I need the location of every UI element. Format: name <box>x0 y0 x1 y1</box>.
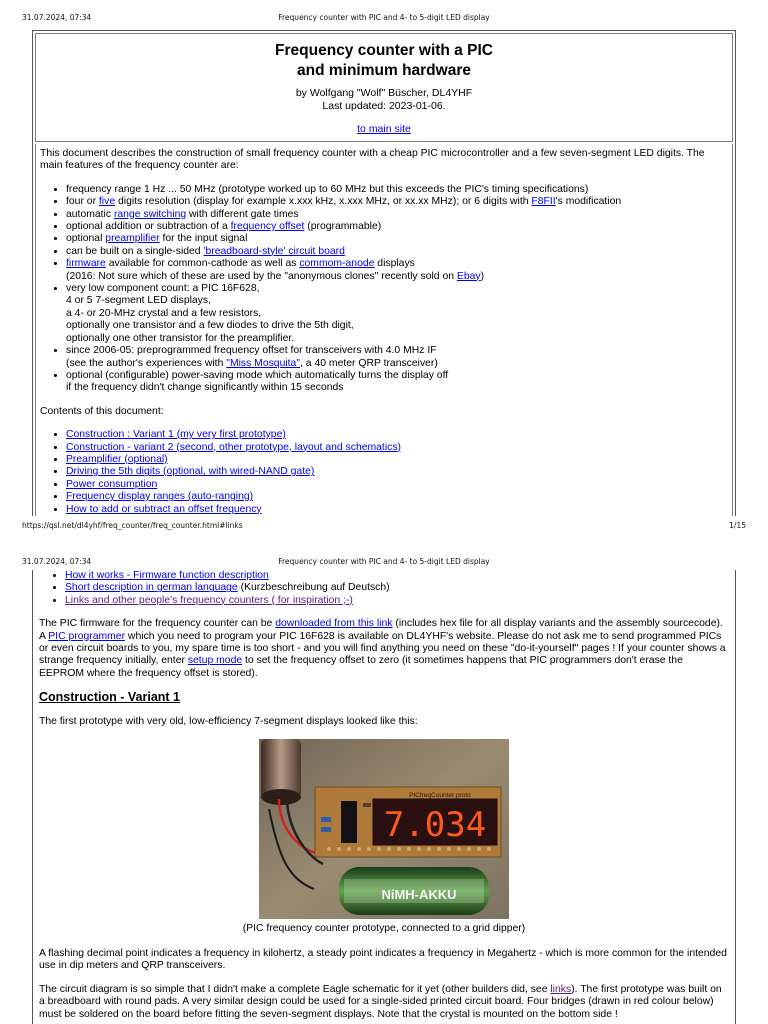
five-digits-link[interactable]: five <box>98 196 116 208</box>
photo-container <box>39 739 729 923</box>
main-content-2 <box>35 570 733 1021</box>
toc-item <box>66 454 728 466</box>
board-label: PICfreqCounter proto <box>409 792 471 800</box>
print-doc-title: Frequency counter with PIC and 4- to 5-digit LED display <box>278 557 490 566</box>
toc-item <box>66 479 728 491</box>
updated-line: Last updated: 2023-01-06. <box>322 100 446 112</box>
contents-label: Contents of this document: <box>40 405 164 417</box>
page-title: Frequency counter with a PIC and minimum hardware <box>275 42 493 79</box>
toc-link-ranges[interactable]: Frequency display ranges (auto-ranging) <box>66 491 254 503</box>
main-content <box>35 144 733 516</box>
print-header <box>0 10 768 24</box>
features-list <box>40 184 728 395</box>
toc-link-preamplifier[interactable]: Preamplifier (optional) <box>66 453 168 465</box>
photo-caption: (PIC frequency counter prototype, connected to a grid dipper) <box>242 923 526 935</box>
document-page-2 <box>32 570 736 1024</box>
battery-label: NiMH-AKKU <box>381 887 457 903</box>
download-link[interactable]: downloaded from this link <box>275 618 393 630</box>
toc-item <box>65 570 729 582</box>
prototype-photo-illustration <box>259 739 509 919</box>
toc-item <box>65 595 729 607</box>
led-digits: 7.034 <box>383 805 487 846</box>
print-datetime: 31.07.2024, 07:34 <box>22 13 92 22</box>
main-site-link[interactable]: to main site <box>357 123 411 135</box>
toc-link-german[interactable]: Short description in german language <box>65 582 238 594</box>
print-doc-title: Frequency counter with PIC and 4- to 5-digit LED display <box>278 13 490 22</box>
author-line: by Wolfgang "Wolf" Büscher, DL4YHF <box>295 87 473 99</box>
setup-mode-link[interactable]: setup mode <box>187 655 243 667</box>
toc-link-power[interactable]: Power consumption <box>66 478 158 490</box>
list-item: • optional (configurable) power-saving mode which automatically turns the display off if the frequency didn't change significantly within 15 seconds <box>66 370 728 395</box>
toc-item <box>66 429 728 441</box>
toc-item <box>66 504 728 516</box>
frequency-offset-link[interactable]: frequency offset <box>230 221 305 233</box>
toc-link-variant-1[interactable]: Construction : Variant 1 (my very first prototype) <box>66 429 286 441</box>
toc-list-continued <box>39 570 729 607</box>
title-box <box>35 33 733 142</box>
ebay-link[interactable]: Ebay <box>456 270 481 282</box>
print-datetime: 31.07.2024, 07:34 <box>22 557 92 566</box>
list-item: • can be built on a single-sided 'breadboard-style' circuit board <box>66 246 728 258</box>
print-url: https://qsl.net/dl4yhf/freq_counter/freq_counter.html#links <box>22 521 243 530</box>
list-item: • automatic range switching with different gate times <box>66 209 728 221</box>
circuit-paragraph: The circuit diagram is so simple that I didn't make a complete Eagle schematic for it yet (other builders did, see links). The first prototype was built on a breadboard with round pads. A very similar design could be used for a single-sided printed circuit board. Four bridges (drawn in red colour below) must be soldered on the board before fitting the seven-segment displays. Note that the crystal is mounted on the bottom side ! <box>39 983 722 1020</box>
toc-item <box>66 466 728 478</box>
toc-link-5th-digit[interactable]: Driving the 5th digits (optional, with wired-NAND gate) <box>66 466 315 478</box>
list-item: • since 2006-05: preprogrammed frequency offset for transceivers with 4.0 MHz IF (see the author's experiences with "Miss Mosquita", a 40 meter QRP transceiver) <box>66 345 728 370</box>
section-heading-variant-1: Construction - Variant 1 <box>39 690 180 705</box>
list-item: • optional addition or subtraction of a frequency offset (programmable) <box>66 221 728 233</box>
toc-link-links[interactable]: Links and other people's frequency counters ( for inspiration ;-) <box>65 594 353 606</box>
range-switching-link[interactable]: range switching <box>113 208 187 220</box>
print-header-2 <box>0 554 768 568</box>
toc-link-how-it-works[interactable]: How it works - Firmware function description <box>65 570 269 581</box>
links-link[interactable]: links <box>550 983 572 995</box>
list-item: • frequency range 1 Hz ... 50 MHz (prototype worked up to 60 MHz but this exceeds the PIC's timing specifications) <box>66 184 728 196</box>
toc-link-variant-2[interactable]: Construction - variant 2 (second, other prototype, layout and schematics) <box>66 441 401 453</box>
print-footer <box>0 521 768 533</box>
toc-list <box>40 429 728 516</box>
breadboard-link[interactable]: 'breadboard-style' circuit board <box>203 245 345 257</box>
f8fii-link[interactable]: F8FII <box>531 196 556 208</box>
intro-paragraph: This document describes the construction of small frequency counter with a cheap PIC microcontroller and a few seven-segment LED digits. The main features of the frequency counter are: <box>40 148 705 172</box>
prototype-photo <box>259 739 509 919</box>
toc-item <box>66 491 728 503</box>
miss-mosquita-link[interactable]: "Miss Mosquita" <box>226 357 301 369</box>
print-page-number: 1/15 <box>729 521 746 530</box>
toc-item: • Short description in german language (Kurzbeschreibung auf Deutsch) <box>65 582 729 594</box>
prototype-intro: The first prototype with very old, low-efficiency 7-segment displays looked like this: <box>39 715 418 727</box>
firmware-link[interactable]: firmware <box>66 258 106 270</box>
preamplifier-link[interactable]: preamplifier <box>105 233 160 245</box>
list-item: • firmware available for common-cathode as well as commom-anode displays (2016: Not sure which of these are used by the "anonymous clones" recently sold on Ebay) <box>66 258 728 283</box>
list-item: • four or five digits resolution (display for example x.xxx kHz, x.xxx MHz, or xx.xx MHz); or 6 digits with F8FII's modification <box>66 196 728 208</box>
firmware-paragraph: The PIC firmware for the frequency counter can be downloaded from this link (includes hex file for all display variants and the assembly sourcecode). A PIC programmer which you need to program your PIC 16F628 is available on DL4YHF's website. Please do not ask me to send programmed PICs or even circuit boards to you, my spare time is too short - and you will find anything you need on these "do-it-yourself" pages ! If your counter shows a strange frequency initially, enter setup mode to set the frequency offset to zero (it sometimes happens that PIC programmers don't erase the EEPROM where the frequency offset is stored). <box>39 618 726 679</box>
common-anode-link[interactable]: commom-anode <box>299 258 375 270</box>
list-item: • very low component count: a PIC 16F628, 4 or 5 7-segment LED displays, a 4- or 20-MHz crystal and a few resistors, optionally one transistor and a few diodes to drive the 5th digit, optionally one other transistor for the preamplifier. <box>66 283 728 345</box>
document-page-1 <box>32 30 736 516</box>
decimal-point-paragraph: A flashing decimal point indicates a frequency in kilohertz, a steady point indicates a frequency in Megahertz - which is more common for the intended use in dip meters and QRP transceivers. <box>39 947 727 972</box>
toc-item <box>66 442 728 454</box>
pic-programmer-link[interactable]: PIC programmer <box>48 630 126 642</box>
toc-link-offset[interactable]: How to add or subtract an offset frequency <box>66 503 262 515</box>
list-item: • optional preamplifier for the input signal <box>66 233 728 245</box>
